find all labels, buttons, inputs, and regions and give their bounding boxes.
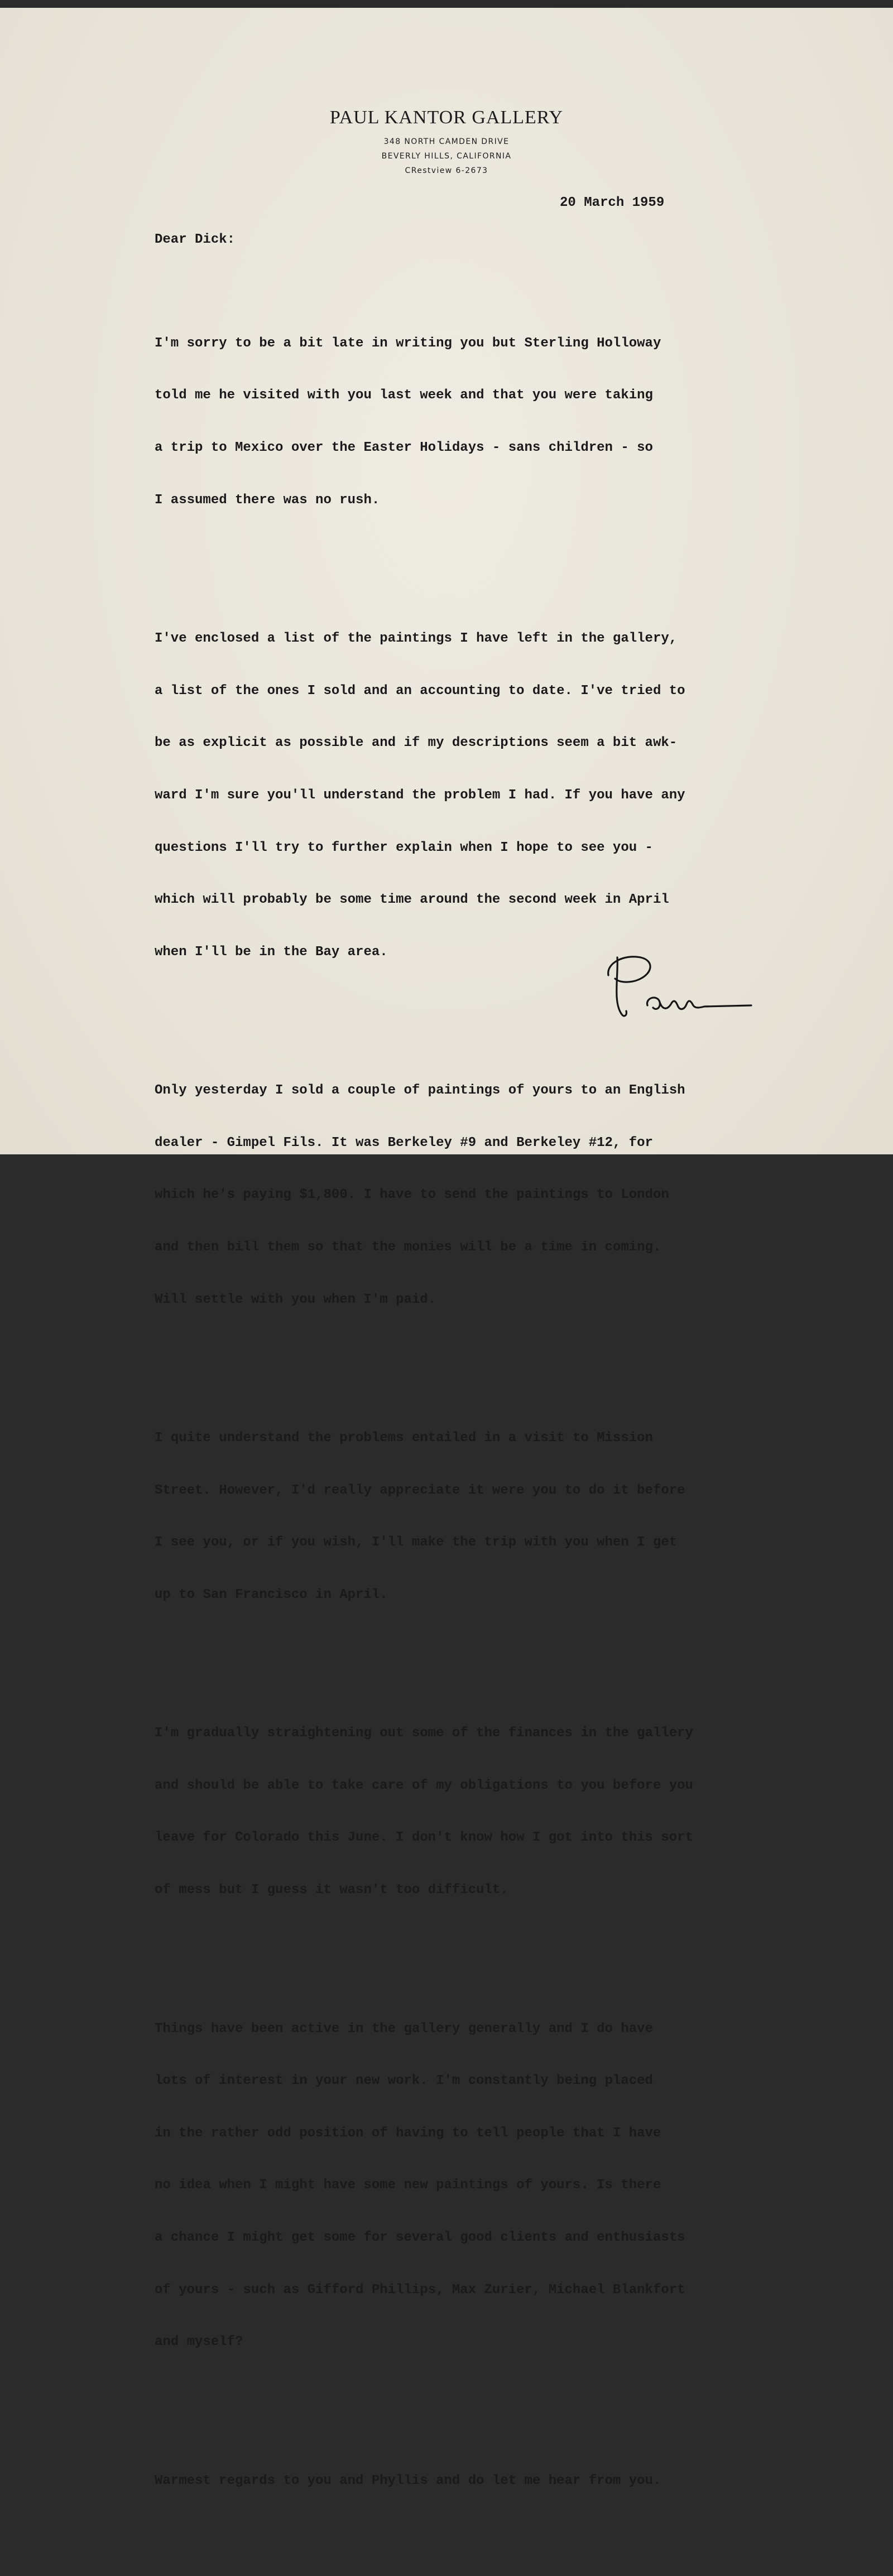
text-line: lots of interest in your new work. I'm constantly being placed [155, 2073, 653, 2089]
text-line: I'm sorry to be a bit late in writing you but Sterling Holloway [155, 335, 661, 351]
text-line: Things have been active in the gallery generally and I do have [155, 2021, 653, 2036]
text-line: told me he visited with you last week and that you were taking [155, 388, 653, 403]
text-line: Only yesterday I sold a couple of paintings of yours to an English [155, 1083, 685, 1099]
text-line: and should be able to take care of my obligations to you before you [155, 1778, 693, 1793]
text-line: when I'll be in the Bay area. [155, 944, 388, 960]
text-line: I quite understand the problems entailed in a visit to Mission [155, 1431, 653, 1446]
text-line: which he's paying $1,800. I have to send the paintings to London [155, 1187, 669, 1203]
text-line: no idea when I might have some new paintings of yours. Is there [155, 2178, 661, 2193]
text-line: leave for Colorado this June. I don't know how I got into this sort [155, 1830, 693, 1846]
text-line: up to San Francisco in April. [155, 1587, 388, 1602]
letter-sheet [0, 8, 893, 2488]
text-line: be as explicit as possible and if my descriptions seem a bit awk- [155, 735, 678, 751]
paragraph-5 [155, 1690, 693, 1934]
text-line: and then bill them so that the monies will be a time in coming. [155, 1239, 661, 1255]
text-line: Street. However, I'd really appreciate it were you to do it before [155, 1482, 685, 1498]
salutation: Dear Dick: [155, 232, 236, 247]
text-line: Will settle with you when I'm paid. [155, 1292, 436, 1307]
closing-paragraph [155, 2437, 693, 2524]
address-line-1: 348 NORTH CAMDEN DRIVE [383, 137, 510, 146]
paragraph-3 [155, 1047, 693, 1343]
text-line: I'm gradually straightening out some of the finances in the gallery [155, 1726, 693, 1741]
paragraph-1 [155, 300, 693, 543]
text-line: of mess but I guess it wasn't too difficult. [155, 1882, 508, 1898]
text-line: in the rather odd position of having to tell people that I have [155, 2125, 661, 2141]
text-line: dealer - Gimpel Fils. It was Berkeley #9 and Berkeley #12, for [155, 1135, 653, 1150]
text-line: I assumed there was no rush. [155, 492, 380, 508]
text-line: a chance I might get some for several good clients and enthusiasts [155, 2230, 685, 2245]
text-line: of yours - such as Gifford Phillips, Max Zurier, Michael Blankfort [155, 2282, 685, 2298]
paragraph-2 [155, 595, 693, 996]
letter-date: 20 March 1959 [560, 195, 665, 210]
text-line: ward I'm sure you'll understand the problem I had. If you have any [155, 787, 685, 803]
handwritten-signature [602, 946, 758, 1024]
gallery-name: PAUL KANTOR GALLERY [329, 107, 564, 128]
text-line: and myself? [155, 2334, 243, 2350]
text-line: Warmest regards to you and Phyllis and do let me hear from you. [155, 2473, 661, 2488]
paragraph-4 [155, 1395, 693, 1639]
paragraph-6 [155, 1985, 693, 2386]
text-line: a trip to Mexico over the Easter Holidays - sans children - so [155, 440, 653, 456]
phone-number: CRestview 6-2673 [405, 166, 488, 175]
letterhead [0, 107, 893, 181]
text-line: questions I'll try to further explain when I hope to see you - [155, 840, 653, 855]
letter-body [155, 265, 693, 2576]
text-line: a list of the ones I sold and an accounting to date. I've tried to [155, 683, 685, 699]
address-line-2: BEVERLY HILLS, CALIFORNIA [381, 152, 512, 161]
text-line: I see you, or if you wish, I'll make the trip with you when I get [155, 1535, 678, 1551]
text-line: I've enclosed a list of the paintings I have left in the gallery, [155, 631, 678, 647]
text-line: which will probably be some time around the second week in April [155, 892, 669, 908]
